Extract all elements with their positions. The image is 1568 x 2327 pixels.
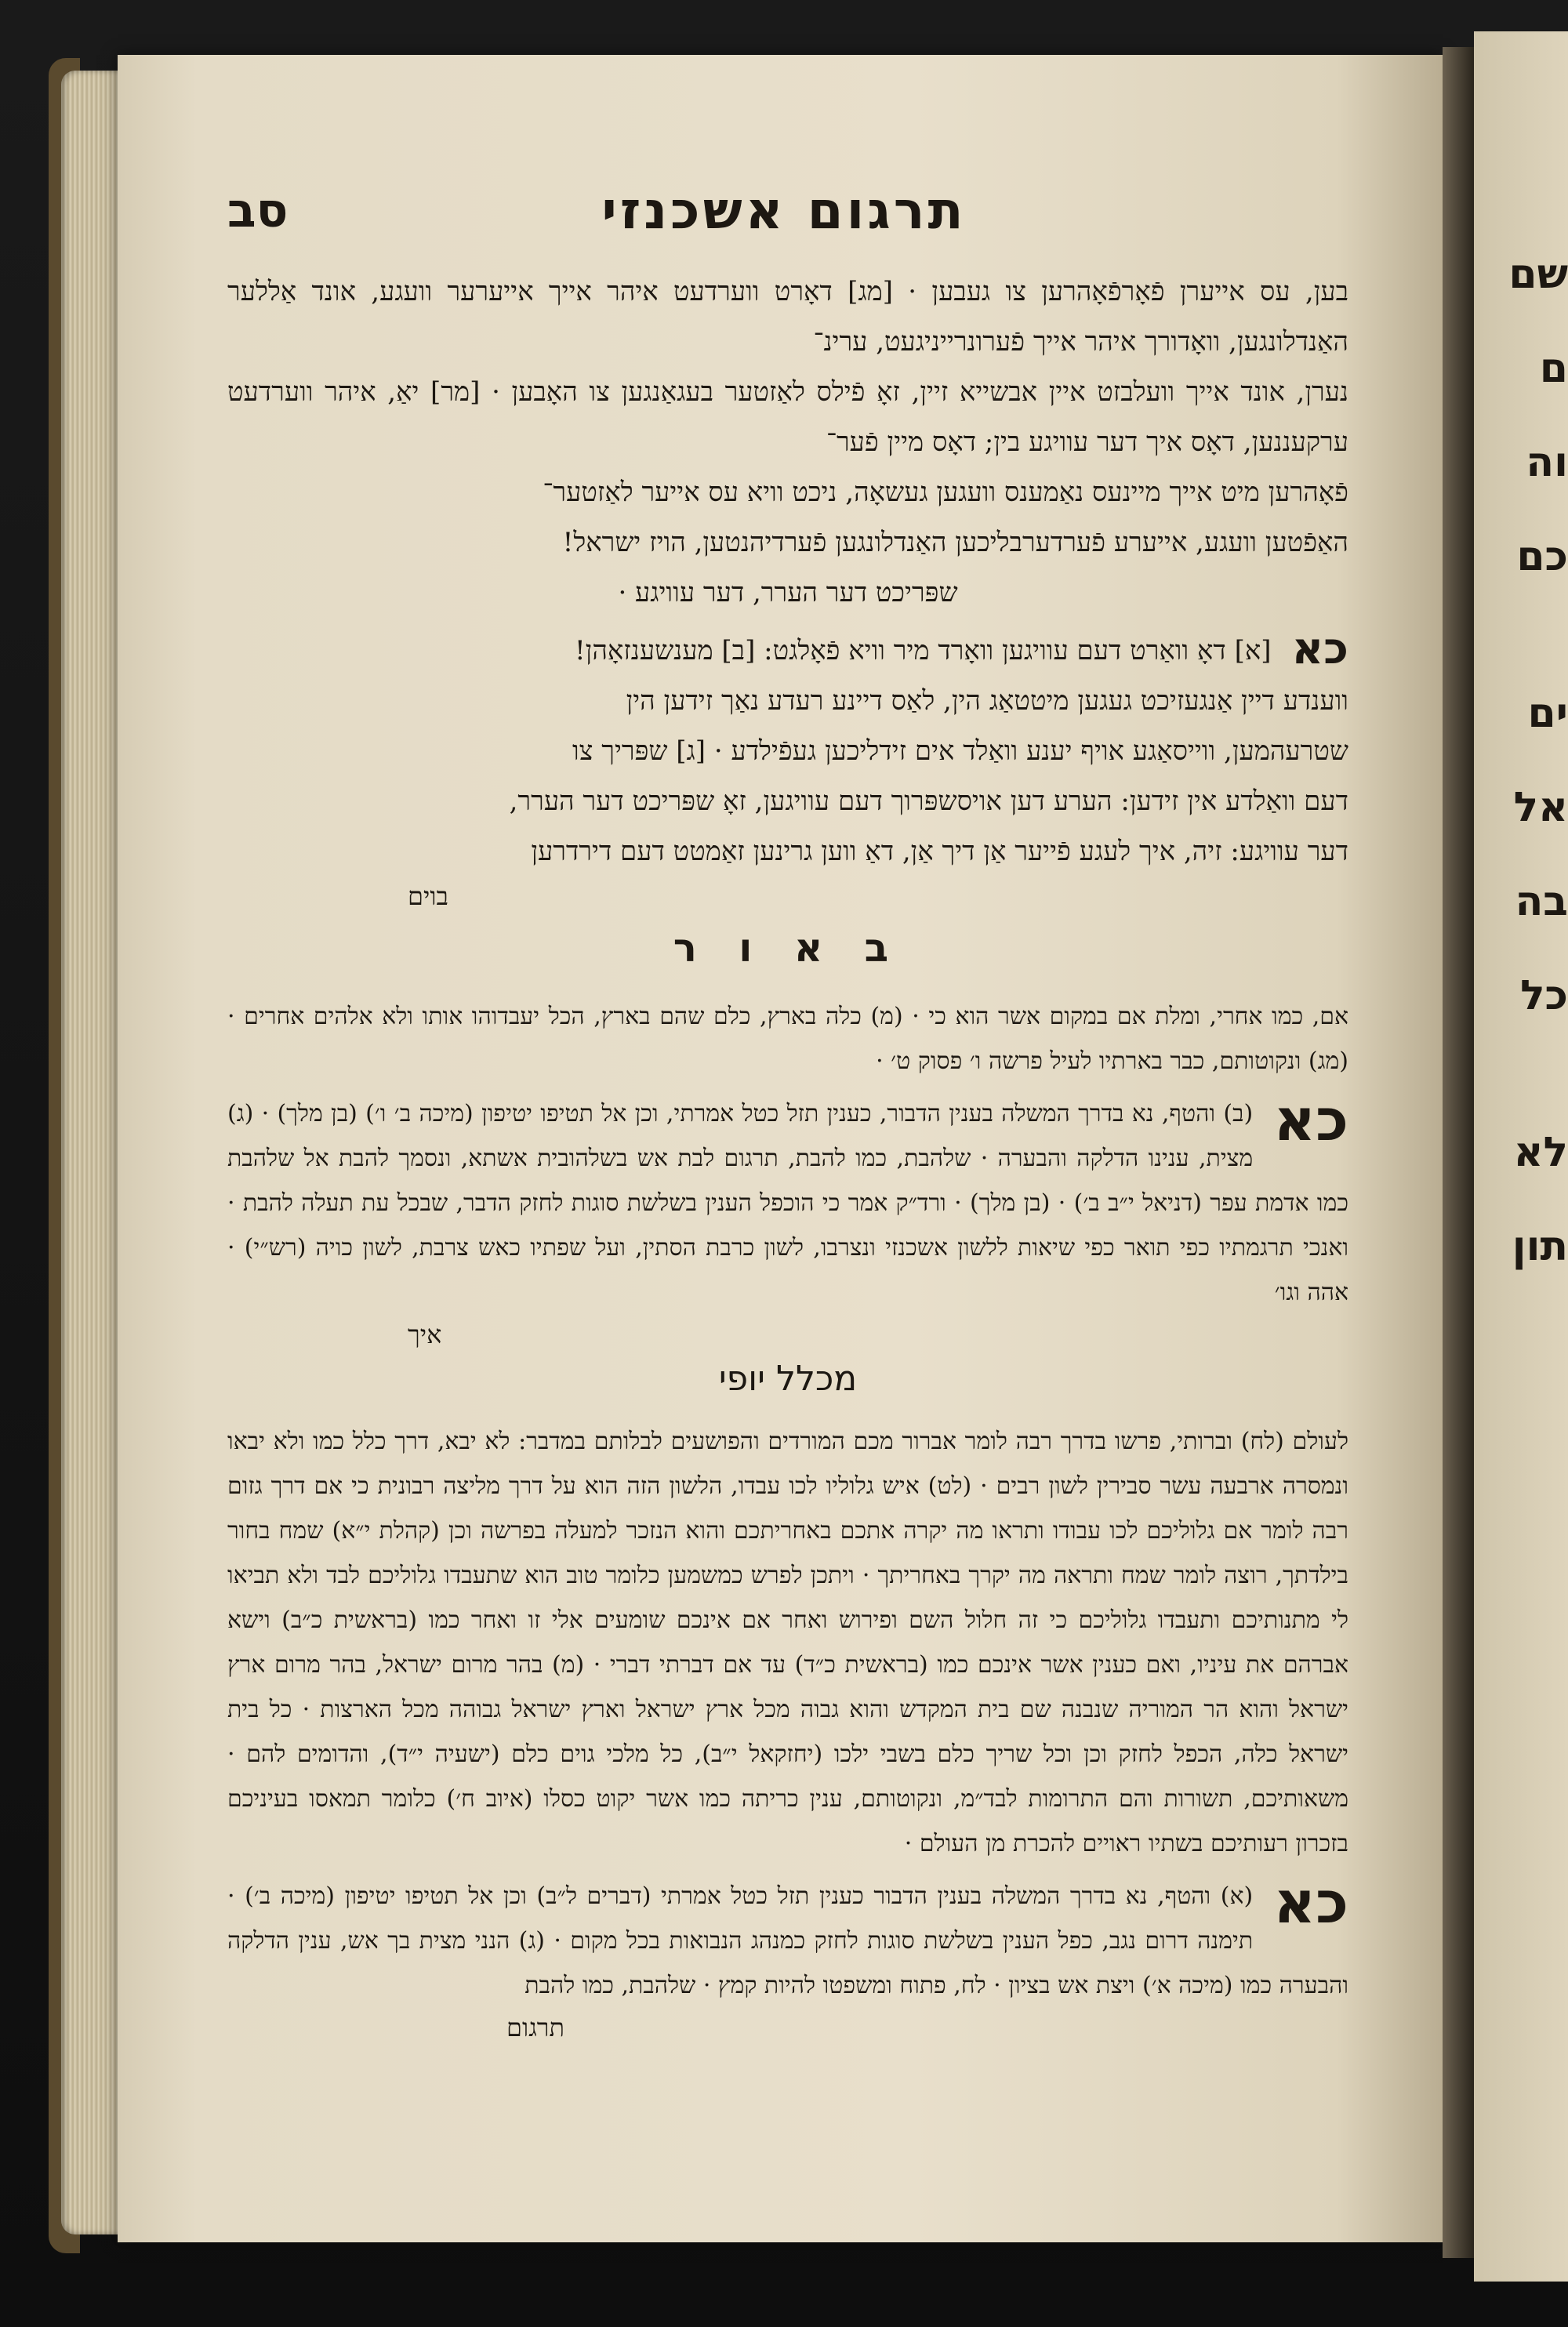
catchword: תרגום xyxy=(506,2013,564,2042)
commentary-paragraph: אם, כמו אחרי, ומלת אם במקום אשר הוא כי · (מ) כלה בארץ, כלם שהם בארץ, הכל יעבדוהו אותו ולא אלהים אחרים · (מג) ונקוטותם, כבר בארתיו לעיל פרשה ו׳ פסוק ט׳ · xyxy=(227,1003,1348,1075)
book-gutter xyxy=(1443,47,1474,2258)
page-content xyxy=(227,180,1348,2050)
text-line: שטרעהמען, ווייסאַגע אויף יענע וואַלד אים זידליכען געפֿילדע · [ג] שפּריך צו xyxy=(572,735,1348,767)
mikhlal-21-section xyxy=(227,1874,1348,2042)
text-line: פֿאָהרען מיט אייך מיינעס נאַמענס וועגען געשאָה, ניכט וויא עס אייער לאַזטער־ xyxy=(543,477,1348,508)
commentary-paragraph: (א) והטף, נא בדרך המשלה בענין הדבור כענין תזל כטל אמרתי (דברים ל״ב) וכן אל תטיפו יטיפון (מיכה ב׳) · תימנה דרום נגב, כפל הענין בשלשת סוגות לחזק כמנהג הנבואות בכל מקום · (ג) הנני מצית בך אש, ענין הדלקה והבערה כמו (מיכה א׳) ויצת אש בציון · לח, פתוח ומשפטו להיות קמץ · שלהבת, כמו להבת xyxy=(227,1882,1348,1999)
running-head xyxy=(227,180,1348,267)
page-number: סב xyxy=(227,183,289,238)
commentary-paragraph: (ב) והטף, נא בדרך המשלה בענין הדבור, כענין תזל כטל אמרתי, וכן אל תטיפו יטיפון (מיכה ב׳ ו׳) (בן מלך) · (ג) מצית, ענינו הדלקה והבערה · שלהבת, כמו להבת, תרגום לבת אש בשלהובית אשתא, ונסמך להבת אל שלהבת כמו אדמת עפר (דניאל י״ב ב׳) · (בן מלך) · ורד״ק אמר כי הוכפל הענין בשלשת סוגות לחזק הדבר, שבכל עת תעלה להבת · ואנכי תרגמתיו כפי תואר כפי שיאות ללשון אשכנזי ונצרבו, לשון כרבת הסתין, ועל שפתיו כאש צרבת, לשון כויה (רש״י) · אהה וגו׳ xyxy=(227,1100,1348,1306)
biur-section xyxy=(227,994,1348,1084)
facing-fragment: בה xyxy=(1515,878,1568,925)
commentary-paragraph: לעולם (לח) וברותי, פרשו בדרך רבה לומר אברור מכם המורדים והפושעים לבלותם במדבר: לא יבא, דרך כלל כמו ולא יבאו ונמסרה ארבעה עשר סבירין לשון רבים · (לט) איש גלוליו לכו עבדו, הלשון הזה הוא על דרך מליצה רבונית כי אם דרך גזום רבה לומר אם גלוליכם לכו עבודו ותראו מה יקרה אתכם באחריתכם והוא הנזכר למעלה בפרשה וכן (קהלת י״א) שמח בחור בילדתך, רוצה לומר שמח ותראה מה יקרך באחריתך · ויתכן לפרש כמשמען כלומר טוב הוא שתעבדו גלוליכם לבד ולא תביאו לי מתנותיכם ותעבדו גלוליכם כי זה חלול השם ופירוש ואחר אם אינכם שומעים אלי זו ואחר כמו (בראשית כ״ב) וישא אברהם את עיניו, ואם כענין אשר אינכם כמו (בראשית כ״ד) עד אם דברתי דברי · (מ) בהר מרום ישראל, בהר מרום ארץ ישראל והוא הר המוריה שנבנה שם בית המקדש והוא גבוה מכל ארץ ישראל וארץ ישראל גבוהה מכל הארצות · כל בית ישראל כלה, הכפל לחזק וכן וכל שריך כלם בשבי ילכו (יחזקאל י״ב), כל מלכי גוים כלם (ישעיה י״ד), והדומים להם · משאותיכם, תשורות והם התרומות לבד״מ, ונקוטותם, ענין כריתה כמו אשר יקוט כסלו (איוב ח׳) כלומר תמאסו בעיניכם בזכרון רעותיכם בשתיו ראויים להכרת מן העולם · xyxy=(227,1428,1348,1857)
facing-fragment: כם xyxy=(1516,533,1568,580)
biur-21-section xyxy=(227,1091,1348,1349)
text-line: דעם וואַלדע אין זידען: הערע דען אויסשפּרוך דעם עוויגען, זאָ שפּריכט דער הערר, xyxy=(509,786,1348,817)
catchword: איך xyxy=(408,1320,442,1349)
running-title: תרגום אשכנזי xyxy=(601,180,967,241)
facing-fragment: שם xyxy=(1508,251,1568,298)
text-line: האַפֿטען וועגע, אייערע פֿערדערבליכען האַנדלונגען פֿערדיהנטען, הויז ישראל! xyxy=(562,527,1348,558)
facing-fragment: תון xyxy=(1512,1223,1568,1270)
chapter-marker: כא xyxy=(1273,1091,1348,1154)
facing-page-text xyxy=(1501,227,1568,1294)
chapter-marker: כא xyxy=(1273,1874,1348,1937)
mikhlal-yofi-heading: מכלל יופי xyxy=(718,1359,858,1399)
facing-fragment: וה xyxy=(1526,439,1568,486)
facing-fragment: ים xyxy=(1527,690,1568,737)
facing-fragment: כל xyxy=(1520,972,1568,1019)
catchword: בוים xyxy=(408,881,448,911)
text-line: [א] דאָ וואַרט דעם עוויגען וואָרד מיר וויא פֿאָלגט: [ב] מענשענזאָהן! xyxy=(575,635,1272,666)
text-line: ווענדע דיין אַנגעזיכט געגען מיטטאַג הין, לאַס דיינע רעדע נאַך זידען הין xyxy=(626,685,1348,717)
text-line: שפּריכט דער הערר, דער עוויגע · xyxy=(618,577,958,608)
mikhlal-section xyxy=(227,1419,1348,1866)
text-line: דער עוויגע: זיה, איך לעגע פֿייער אַן דיך אַן, דאַ ווען גרינען זאַמטט דעם דירדרען xyxy=(531,836,1348,867)
chapter-21-translation xyxy=(227,626,1348,911)
translation-continuation xyxy=(227,267,1348,618)
chapter-marker: כא xyxy=(1291,626,1348,674)
biur-heading: ב א ו ר xyxy=(673,925,903,971)
facing-fragment: ם xyxy=(1539,345,1568,392)
page-block-edges xyxy=(61,71,124,2234)
facing-fragment: אל xyxy=(1513,784,1568,831)
facing-fragment: לא xyxy=(1513,1129,1568,1176)
text-line: נערן, אונד אייך וועלבזט איין אבשייא זיין, זאָ פֿילס לאַזטער בעגאַנגען צו האָבען · [מר] יאַ, איהר ווערדעט ערקעננען, דאָס איך דער עוויגע בין; דאָס מיין פֿער־ xyxy=(227,376,1348,458)
text-line: בען, עס אייערן פֿאָרפֿאָהרען צו געבען · [מג] דאָרט ווערדעט איהר אייך אייערער וועגע, אונד אַללער האַנדלונגען, וואָדורך איהר אייך פֿערונרייניגעט, ערינ־ xyxy=(227,276,1348,358)
